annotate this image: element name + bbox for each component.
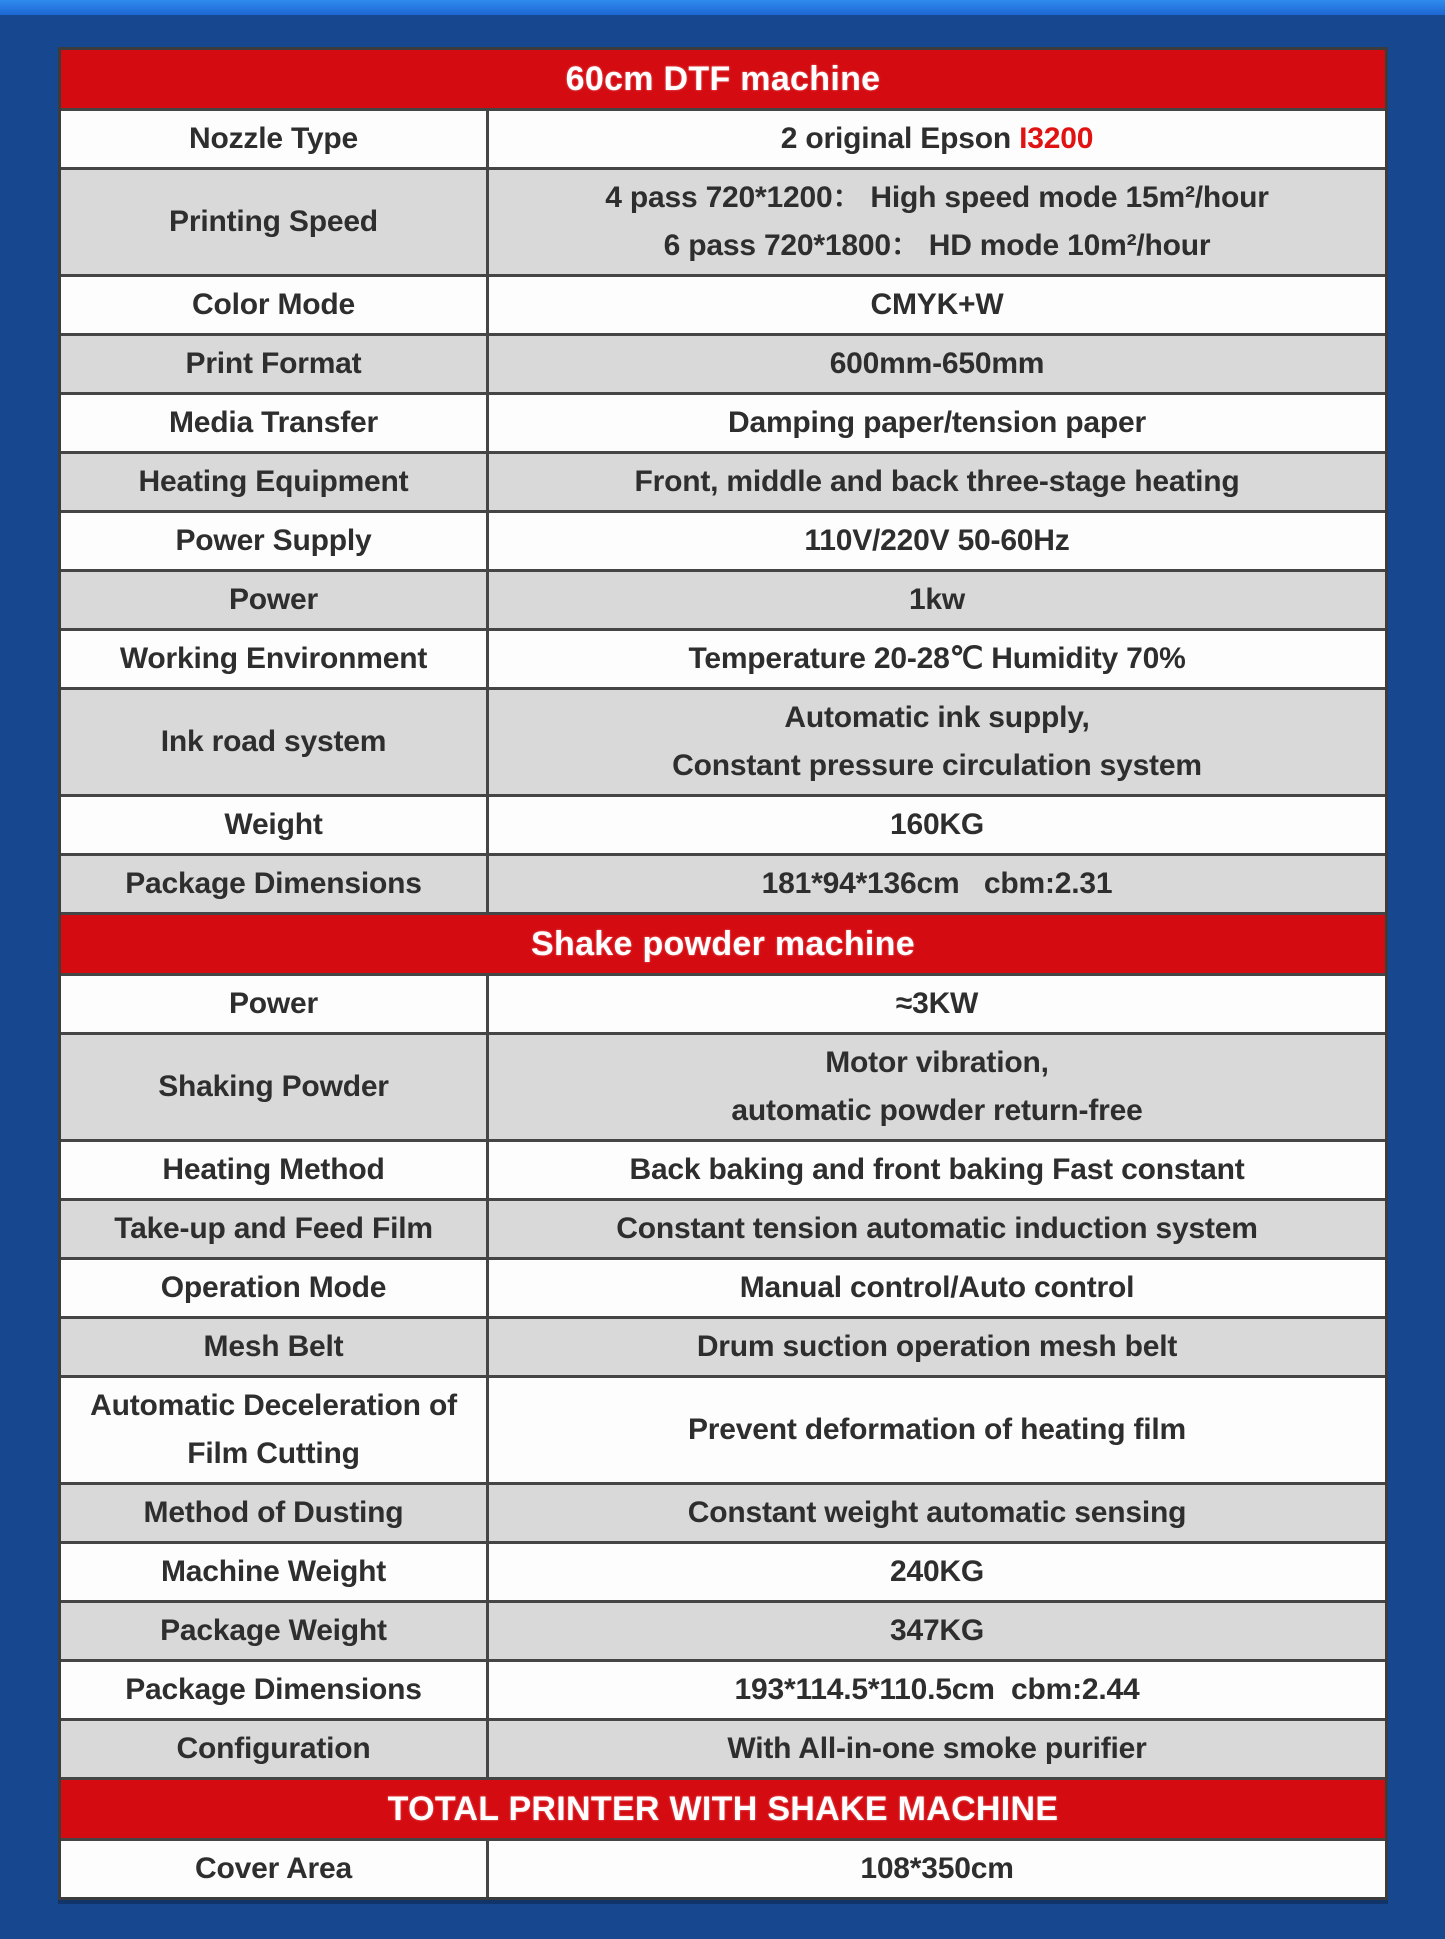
spec-value <box>489 1662 1385 1718</box>
spec-value <box>489 170 1385 274</box>
spec-row <box>61 108 1385 167</box>
spec-label-text: Method of Dusting <box>143 1496 404 1529</box>
spec-label <box>61 690 489 794</box>
spec-value <box>489 797 1385 853</box>
spec-row <box>61 1198 1385 1257</box>
spec-row <box>61 1718 1385 1777</box>
spec-value-line: Drum suction operation mesh belt <box>696 1330 1178 1363</box>
spec-label-text: Operation Mode <box>160 1271 387 1304</box>
spec-label <box>61 1603 489 1659</box>
spec-label-text: Print Format <box>185 347 362 380</box>
spec-label <box>61 111 489 167</box>
spec-label <box>61 1721 489 1777</box>
spec-row <box>61 1541 1385 1600</box>
spec-label <box>61 1544 489 1600</box>
spec-label-text: Power <box>228 583 319 616</box>
spec-label-text: Shaking Powder <box>158 1070 389 1103</box>
spec-row <box>61 1316 1385 1375</box>
spec-value <box>489 1035 1385 1139</box>
spec-value <box>489 856 1385 912</box>
spec-row <box>61 1838 1385 1897</box>
spec-value <box>489 454 1385 510</box>
spec-row <box>61 687 1385 794</box>
top-strip <box>0 0 1445 15</box>
spec-label-text: Machine Weight <box>161 1555 386 1588</box>
spec-value <box>489 395 1385 451</box>
spec-row <box>61 853 1385 912</box>
spec-label-text: Take-up and Feed Film <box>114 1212 433 1245</box>
spec-row <box>61 1139 1385 1198</box>
spec-value-line: 6 pass 720*1800： HD mode 10m²/hour <box>663 229 1211 262</box>
spec-label-text: Configuration <box>176 1732 371 1765</box>
spec-row <box>61 628 1385 687</box>
spec-value-line: 2 original Epson I3200 <box>780 122 1094 155</box>
spec-row <box>61 569 1385 628</box>
model-highlight: I3200 <box>1019 122 1094 155</box>
spec-value <box>489 277 1385 333</box>
spec-label-text: Nozzle Type <box>189 122 358 155</box>
spec-value <box>489 513 1385 569</box>
spec-label <box>61 1662 489 1718</box>
spec-label-text: Package Dimensions <box>125 867 422 900</box>
spec-value <box>489 1603 1385 1659</box>
spec-value-line: 181*94*136cm cbm:2.31 <box>761 867 1113 900</box>
spec-value <box>489 1721 1385 1777</box>
spec-value-line: 110V/220V 50-60Hz <box>804 524 1070 557</box>
spec-label <box>61 572 489 628</box>
spec-value-line: 347KG <box>889 1614 985 1647</box>
spec-value-line: Back baking and front baking Fast constant <box>629 1153 1245 1186</box>
spec-label <box>61 631 489 687</box>
spec-value-line: 108*350cm <box>860 1852 1014 1885</box>
spec-label-text: Package Dimensions <box>125 1673 422 1706</box>
spec-label-text: Power <box>228 987 319 1020</box>
spec-label <box>61 856 489 912</box>
spec-value <box>489 572 1385 628</box>
spec-row <box>61 333 1385 392</box>
spec-row <box>61 451 1385 510</box>
spec-value-line: 4 pass 720*1200： High speed mode 15m²/hour <box>605 181 1269 214</box>
spec-table <box>58 47 1388 1900</box>
spec-value <box>489 1260 1385 1316</box>
spec-value-line: CMYK+W <box>870 288 1004 321</box>
spec-label <box>61 336 489 392</box>
spec-label <box>61 395 489 451</box>
spec-label <box>61 1319 489 1375</box>
spec-value-line: Constant weight automatic sensing <box>687 1496 1187 1529</box>
spec-label <box>61 513 489 569</box>
section-header: TOTAL PRINTER WITH SHAKE MACHINE <box>61 1777 1385 1838</box>
spec-label-text: Automatic Deceleration of Film Cutting <box>90 1389 457 1470</box>
spec-label <box>61 976 489 1032</box>
spec-value-line: Constant pressure circulation system <box>672 749 1202 782</box>
spec-value-line: 240KG <box>889 1555 985 1588</box>
spec-value-line: Damping paper/tension paper <box>728 406 1146 439</box>
spec-row <box>61 1257 1385 1316</box>
spec-value <box>489 1841 1385 1897</box>
spec-value <box>489 690 1385 794</box>
spec-value <box>489 111 1385 167</box>
spec-row <box>61 1659 1385 1718</box>
spec-label-text: Heating Equipment <box>138 465 409 498</box>
spec-value <box>489 1485 1385 1541</box>
spec-value <box>489 976 1385 1032</box>
section-header: 60cm DTF machine <box>61 50 1385 108</box>
spec-value <box>489 336 1385 392</box>
spec-value-line: Manual control/Auto control <box>739 1271 1135 1304</box>
spec-label <box>61 1201 489 1257</box>
spec-value-line: 1kw <box>908 583 966 616</box>
spec-label-text: Mesh Belt <box>203 1330 344 1363</box>
spec-row <box>61 794 1385 853</box>
spec-value-line: 193*114.5*110.5cm cbm:2.44 <box>734 1673 1140 1706</box>
spec-row <box>61 1600 1385 1659</box>
spec-label <box>61 1485 489 1541</box>
spec-label <box>61 1260 489 1316</box>
spec-label <box>61 1378 489 1482</box>
spec-row <box>61 973 1385 1032</box>
spec-value-line: With All-in-one smoke purifier <box>727 1732 1147 1765</box>
spec-value-line: 160KG <box>889 808 985 841</box>
spec-value-line: Temperature 20-28℃ Humidity 70% <box>688 642 1186 675</box>
spec-row <box>61 274 1385 333</box>
spec-label <box>61 797 489 853</box>
spec-value <box>489 1201 1385 1257</box>
spec-label-text: Ink road system <box>160 725 387 758</box>
spec-row <box>61 1375 1385 1482</box>
spec-label-text: Color Mode <box>192 288 355 321</box>
spec-label <box>61 1841 489 1897</box>
spec-value <box>489 1142 1385 1198</box>
spec-row <box>61 167 1385 274</box>
spec-label <box>61 454 489 510</box>
spec-row <box>61 1032 1385 1139</box>
spec-value-line: Constant tension automatic induction system <box>616 1212 1258 1245</box>
spec-label-text: Cover Area <box>195 1852 352 1885</box>
spec-label <box>61 170 489 274</box>
spec-value-line: Automatic ink supply, <box>784 701 1090 734</box>
spec-label-text: Working Environment <box>119 642 428 675</box>
spec-label <box>61 277 489 333</box>
spec-label-text: Heating Method <box>162 1153 385 1186</box>
spec-row <box>61 392 1385 451</box>
spec-row <box>61 510 1385 569</box>
spec-label <box>61 1035 489 1139</box>
spec-row <box>61 1482 1385 1541</box>
spec-label-text: Package Weight <box>160 1614 387 1647</box>
spec-value-line: 600mm-650mm <box>829 347 1045 380</box>
spec-value <box>489 1378 1385 1482</box>
spec-value <box>489 631 1385 687</box>
spec-value-line: Front, middle and back three-stage heating <box>634 465 1240 498</box>
spec-value-line: ≈3KW <box>895 987 979 1020</box>
spec-label <box>61 1142 489 1198</box>
spec-label-text: Weight <box>224 808 323 841</box>
spec-value <box>489 1544 1385 1600</box>
spec-label-text: Power Supply <box>175 524 372 557</box>
spec-value-line: Prevent deformation of heating film <box>687 1413 1187 1446</box>
spec-label-text: Printing Speed <box>169 205 378 238</box>
spec-value <box>489 1319 1385 1375</box>
spec-value-line: automatic powder return-free <box>731 1094 1143 1127</box>
spec-label-text: Media Transfer <box>169 406 378 439</box>
section-header: Shake powder machine <box>61 912 1385 973</box>
spec-value-line: Motor vibration, <box>825 1046 1049 1079</box>
